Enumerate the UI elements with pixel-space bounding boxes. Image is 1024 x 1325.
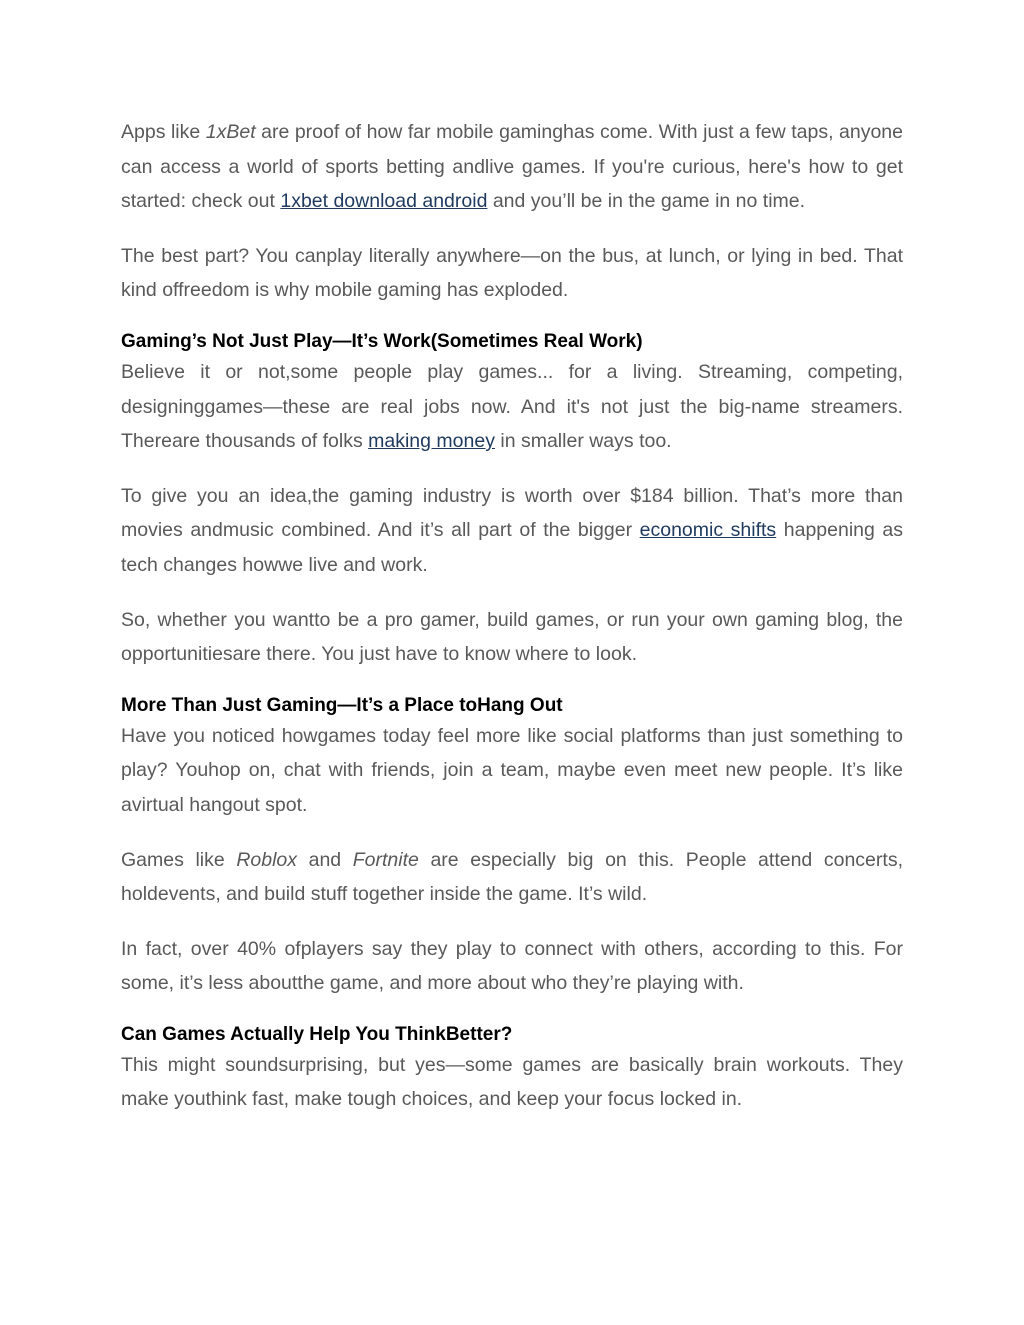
section-heading-work: Gaming’s Not Just Play—It’s Work(Sometimes Real Work) — [121, 330, 643, 352]
game-name: Fortnite — [352, 848, 419, 871]
text-segment: are proof of how far mobile gaminghas come. With just a few taps, anyone can access a world of sports betting andlive games. If you're curious, here's how to get started: check out — [121, 121, 904, 213]
making-money-link[interactable]: making money — [368, 430, 495, 453]
text-segment: in smaller ways too. — [494, 430, 672, 453]
paragraph-social: Have you noticed howgames today feel more like social platforms than just something to play? Youhop on, chat with friends, join a team, maybe even meet new people. It’s like avirtual hangout spot. — [121, 724, 903, 816]
text-segment: Apps like — [121, 121, 206, 143]
text-segment: happening as tech changes howwe live and work. — [121, 519, 904, 576]
paragraph-industry — [121, 479, 903, 583]
section-heading-hangout: More Than Just Gaming—It’s a Place toHang Out — [121, 694, 563, 716]
text-segment: To give you an idea,the gaming industry is worth over $184 billion. That’s more than movies andmusic combined. And it’s all part of the bigger — [121, 484, 903, 542]
document-page — [121, 115, 903, 1117]
game-name: Roblox — [236, 848, 298, 871]
section-heading-think: Can Games Actually Help You ThinkBetter? — [121, 1023, 513, 1045]
text-segment: are especially big on this. People attend concerts, holdevents, and build stuff together inside the game. It’s wild. — [121, 848, 903, 906]
text-segment: Believe it or not,some people play games... for a living. Streaming, competing, designinggames—these are real jobs now. And it's not just the big-name streamers. Thereare thousands of folks — [121, 360, 903, 453]
paragraph-freedom: The best part? You canplay literally anywhere—on the bus, at lunch, or lying in bed. That kind offreedom is why mobile gaming has exploded. — [121, 244, 903, 302]
download-link[interactable]: 1xbet download android — [280, 190, 488, 213]
text-segment: and you’ll be in the game in no time. — [487, 190, 806, 213]
paragraph-intro — [121, 115, 903, 219]
paragraph-opportunities: So, whether you wantto be a pro gamer, build games, or run your own gaming blog, the opportunitiesare there. You just have to know where to look. — [121, 608, 903, 666]
economic-shifts-link[interactable]: economic shifts — [639, 519, 777, 542]
paragraph-connect: In fact, over 40% ofplayers say they play to connect with others, according to this. For some, it’s less aboutthe game, and more about who they’re playing with. — [121, 937, 903, 995]
text-segment: and — [297, 848, 353, 871]
brand-name: 1xBet — [205, 121, 256, 143]
text-segment: Games like — [121, 848, 237, 871]
paragraph-brain: This might soundsurprising, but yes—some games are basically brain workouts. They make youthink fast, make tough choices, and keep your focus locked in. — [121, 1053, 903, 1111]
paragraph-games — [121, 843, 903, 912]
paragraph-living — [121, 355, 903, 459]
